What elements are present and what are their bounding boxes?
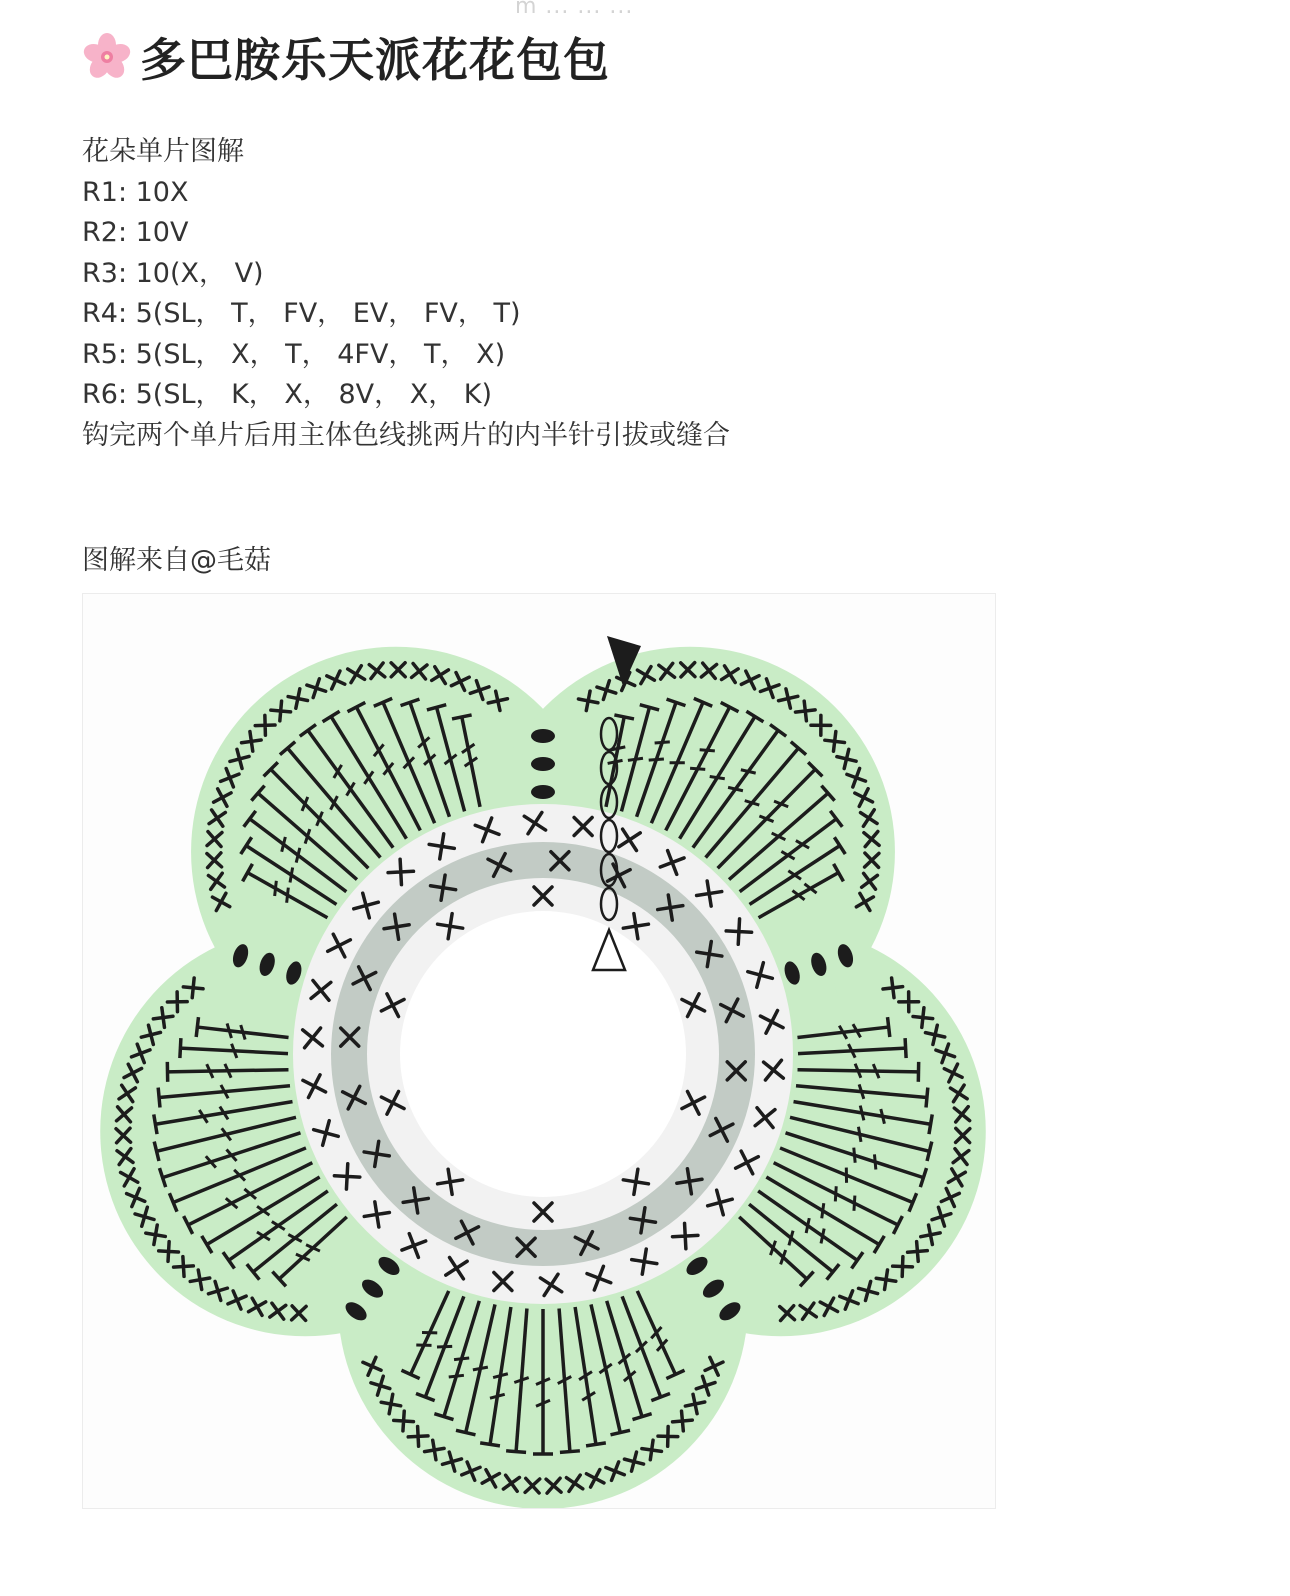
instruction-line: R5: 5(SL， X， T， 4FV， T， X) [82, 338, 506, 370]
post-title-row [82, 26, 610, 88]
pattern-instructions [82, 132, 730, 456]
chain-oval [531, 729, 555, 743]
crochet-diagram-image [82, 593, 996, 1509]
post-title: 多巴胺乐天派花花包包 [140, 33, 610, 87]
crochet-flower-diagram [83, 594, 995, 1508]
top-fade-text: m ... ... ... [515, 0, 634, 19]
center-hole [400, 911, 686, 1197]
instruction-line: R2: 10V [82, 217, 189, 248]
chain-oval [531, 757, 555, 771]
instruction-line: R4: 5(SL， T， FV， EV， FV， T) [82, 298, 521, 329]
diagram-credit: 图解来自@毛菇 [82, 545, 271, 576]
instruction-line: 钩完两个单片后用主体色线挑两片的内半针引拔或缝合 [82, 419, 730, 451]
instruction-line: R6: 5(SL， K， X， 8V， X， K) [82, 379, 493, 410]
instruction-line: R3: 10(X， V) [82, 257, 264, 289]
instruction-line: R1: 10X [82, 176, 189, 208]
cherry-blossom-icon [82, 32, 132, 82]
chain-oval [531, 785, 555, 799]
instruction-line: 花朵单片图解 [82, 136, 244, 167]
